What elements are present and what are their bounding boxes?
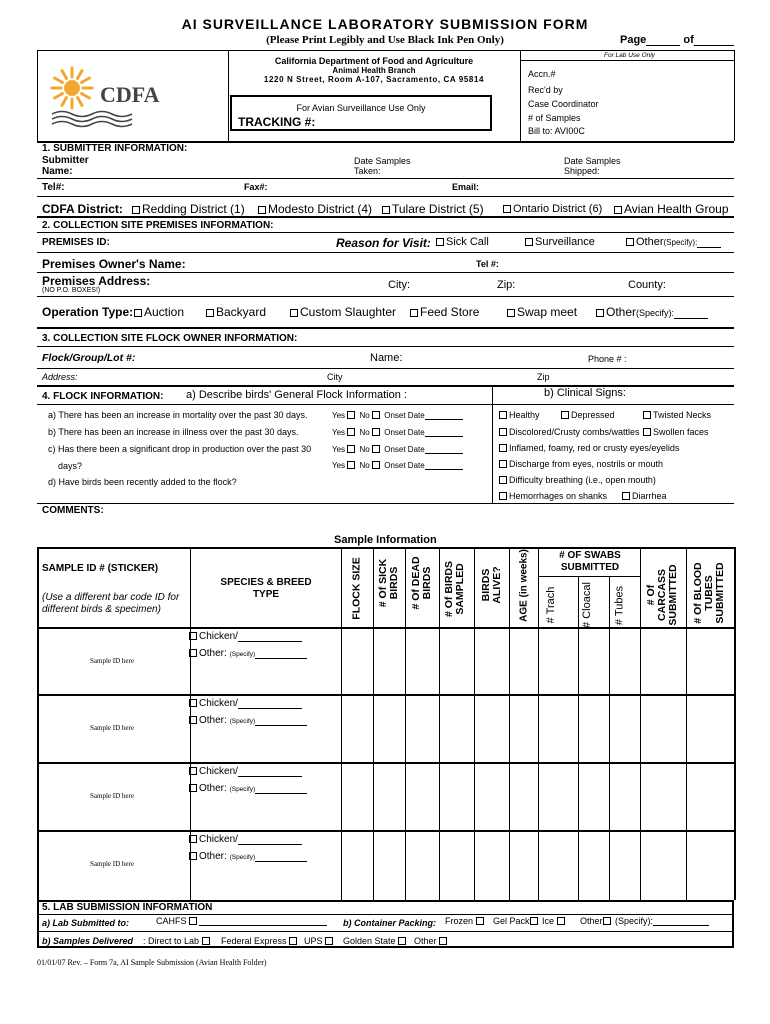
accn-field: Accn.# — [528, 69, 556, 79]
sample-id-note: (Use a different bar code ID for different birds & specimen) — [42, 592, 180, 615]
question-illness: b) There has been an increase in illness over the past 30 days. — [48, 427, 299, 437]
district-redding[interactable]: Redding District (1) — [132, 202, 245, 216]
lab-cahfs[interactable]: CAHFS — [156, 916, 327, 926]
question-mortality: a) There has been an increase in mortality over the past 30 days. — [48, 410, 308, 420]
pack-ice[interactable]: Ice — [542, 916, 567, 926]
submitter-section-title: 1. SUBMITTER INFORMATION: — [42, 143, 188, 154]
form-subtitle: (Please Print Legibly and Use Black Ink Pen Only) — [266, 34, 504, 46]
reason-other[interactable]: Other(Specify): — [626, 236, 721, 248]
agency-address: 1220 N Street, Room A-107, Sacramento, CA 95814 — [263, 75, 485, 84]
sign-discolored[interactable]: Discolored/Crusty combs/wattles — [499, 427, 640, 437]
agency-branch: Animal Health Branch — [332, 66, 416, 75]
delivered-golden-state[interactable]: Golden State — [343, 936, 408, 946]
sample-id-header: SAMPLE ID # (STICKER) — [42, 563, 159, 574]
sign-hemorrhages[interactable]: Hemorrhages on shanks — [499, 491, 607, 501]
premises-id-label: PREMISES ID: — [42, 237, 110, 248]
chicken-option[interactable]: Chicken/ — [189, 766, 302, 777]
sample-row[interactable] — [0, 627, 770, 694]
question-birds-added: d) Have birds been recently added to the flock? — [48, 477, 237, 487]
q4-yes-no[interactable]: Yes No Onset Date — [332, 461, 463, 470]
delivered-fedex[interactable]: Federal Express — [221, 936, 299, 946]
premises-section-title: 2. COLLECTION SITE PREMISES INFORMATION: — [42, 220, 274, 231]
op-feed-store[interactable]: Feed Store — [410, 305, 479, 319]
pack-frozen[interactable]: Frozen — [445, 916, 486, 926]
chicken-option[interactable]: Chicken/ — [189, 631, 302, 642]
form-title: AI SURVEILLANCE LABORATORY SUBMISSION FORM — [181, 16, 589, 32]
sample-row[interactable] — [0, 694, 770, 762]
comments-label: COMMENTS: — [42, 505, 104, 516]
chicken-option[interactable]: Chicken/ — [189, 834, 302, 845]
flock-owner-city-label: City — [327, 372, 343, 382]
container-packing-label: b) Container Packing: — [343, 918, 437, 928]
trach-header: # Trach — [545, 586, 557, 624]
lab-submitted-label: a) Lab Submitted to: — [42, 918, 129, 928]
clinical-signs-label: b) Clinical Signs: — [544, 387, 626, 399]
logo-text: CDFA — [100, 82, 160, 107]
district-modesto[interactable]: Modesto District (4) — [258, 202, 372, 216]
district-avian-health[interactable]: Avian Health Group — [614, 202, 729, 216]
sign-depressed[interactable]: Depressed — [561, 410, 615, 420]
other-species-option[interactable]: Other: (Specify) — [189, 715, 307, 726]
flock-describe-label: a) Describe birds' General Flock Information : — [186, 389, 407, 401]
flock-owner-address-label: Address: — [42, 372, 78, 382]
city-label: City: — [388, 279, 410, 291]
sample-row[interactable] — [0, 830, 770, 900]
county-label: County: — [628, 279, 666, 291]
birds-sampled-header: # Of BIRDS SAMPLED — [443, 561, 466, 618]
sign-twisted-necks[interactable]: Twisted Necks — [643, 410, 711, 420]
operation-type-label: Operation Type: — [42, 305, 134, 319]
op-backyard[interactable]: Backyard — [206, 305, 266, 319]
op-swap-meet[interactable]: Swap meet — [507, 305, 577, 319]
district-ontario[interactable]: Ontario District (6) — [503, 203, 602, 215]
dead-birds-header: # Of DEAD BIRDS — [410, 556, 433, 610]
birds-alive-header: BIRDS ALIVE? — [480, 566, 503, 604]
coordinator-field: Case Coordinator — [528, 99, 599, 109]
sign-breathing[interactable]: Difficulty breathing (i.e., open mouth) — [499, 475, 656, 485]
chicken-option[interactable]: Chicken/ — [189, 698, 302, 709]
q1-yes-no[interactable]: Yes No Onset Date — [332, 411, 463, 420]
date-shipped-label: Shipped: — [564, 166, 600, 176]
sample-row[interactable] — [0, 762, 770, 830]
carcass-header: # Of CARCASS SUBMITTED — [645, 564, 679, 626]
swabs-header: # OF SWABS SUBMITTED — [559, 550, 621, 573]
tubes-header: # Tubes — [613, 585, 626, 626]
email-label: Email: — [452, 182, 480, 192]
zip-label: Zip: — [497, 279, 516, 291]
pack-other[interactable]: Other (Specify): — [580, 916, 709, 926]
question-production: c) Has there been a significant drop in production over the past 30 — [48, 444, 312, 454]
flock-size-header: FLOCK SIZE — [350, 557, 363, 620]
sample-id-placeholder: Sample ID here — [90, 792, 134, 800]
q2-yes-no[interactable]: Yes No Onset Date — [332, 428, 463, 437]
delivered-other[interactable]: Other — [414, 936, 449, 946]
owner-name-label: Premises Owner's Name: — [42, 257, 186, 271]
flock-owner-zip-label: Zip — [537, 372, 550, 382]
recd-field: Rec'd by — [528, 85, 563, 95]
samples-delivered-label: b) Samples Delivered — [42, 936, 134, 946]
sign-healthy[interactable]: Healthy — [499, 410, 540, 420]
submitter-name-label: Name: — [42, 166, 73, 177]
species-header: SPECIES & BREED TYPE — [220, 577, 312, 600]
sign-discharge[interactable]: Discharge from eyes, nostrils or mouth — [499, 459, 663, 469]
other-species-option[interactable]: Other: (Specify) — [189, 851, 307, 862]
op-auction[interactable]: Auction — [134, 305, 184, 319]
sample-info-title: Sample Information — [334, 534, 437, 546]
cdfa-logo — [46, 62, 216, 134]
lab-submission-title: 5. LAB SUBMISSION INFORMATION — [42, 902, 213, 913]
sign-inflamed-eyes[interactable]: Inflamed, foamy, red or crusty eyes/eyelids — [499, 443, 679, 453]
lab-use-only: For Lab Use Only — [604, 52, 655, 59]
num-samples-field: # of Samples — [528, 113, 581, 123]
district-label: CDFA District: — [42, 202, 123, 216]
tracking-label: TRACKING #: — [238, 115, 316, 129]
reason-label: Reason for Visit: — [336, 236, 431, 250]
tel-label: Tel#: — [42, 182, 65, 193]
cloacal-header: # Cloacal — [581, 582, 593, 628]
q3-yes-no[interactable]: Yes No Onset Date — [332, 445, 463, 454]
agency-name: California Department of Food and Agriculture — [274, 56, 474, 66]
premises-address-label: Premises Address: — [42, 274, 151, 288]
sample-id-placeholder: Sample ID here — [90, 860, 134, 868]
bill-to-field: Bill to: AVI00C — [528, 126, 585, 136]
reason-sick-call[interactable]: Sick Call — [436, 236, 489, 248]
sign-diarrhea[interactable]: Diarrhea — [622, 491, 667, 501]
flock-group-lot-label: Flock/Group/Lot #: — [42, 352, 136, 364]
district-tulare[interactable]: Tulare District (5) — [382, 202, 484, 216]
date-taken-label: Taken: — [354, 166, 381, 176]
flock-info-section-title: 4. FLOCK INFORMATION: — [42, 391, 164, 402]
pack-gel[interactable]: Gel Pack — [493, 916, 540, 926]
sick-birds-header: # Of SICK BIRDS — [377, 558, 400, 608]
fax-label: Fax#: — [244, 182, 268, 192]
other-species-option[interactable]: Other: (Specify) — [189, 783, 307, 794]
sign-swollen-faces[interactable]: Swollen faces — [643, 427, 709, 437]
blood-tubes-header: # Of BLOOD TUBES SUBMITTED — [692, 562, 726, 624]
age-header: AGE (in weeks) — [518, 549, 530, 622]
sample-id-placeholder: Sample ID here — [90, 657, 134, 665]
flock-owner-section-title: 3. COLLECTION SITE FLOCK OWNER INFORMATION: — [42, 333, 298, 344]
owner-tel-label: Tel #: — [476, 259, 499, 269]
other-species-option[interactable]: Other: (Specify) — [189, 648, 307, 659]
flock-owner-name-label: Name: — [370, 352, 403, 364]
delivered-direct[interactable]: : Direct to Lab — [143, 936, 212, 946]
flock-owner-phone-label: Phone # : — [588, 354, 627, 364]
tracking-box[interactable]: For Avian Surveillance Use Only TRACKING #: — [230, 95, 492, 131]
sample-id-placeholder: Sample ID here — [90, 724, 134, 732]
op-custom-slaughter[interactable]: Custom Slaughter — [290, 305, 396, 319]
footer-revision: 01/01/07 Rev. – Form 7a, AI Sample Submission (Avian Health Folder) — [37, 958, 267, 967]
reason-surveillance[interactable]: Surveillance — [525, 236, 595, 248]
page-number[interactable]: Page of — [620, 34, 734, 46]
op-other[interactable]: Other(Specify): — [596, 305, 708, 319]
delivered-ups[interactable]: UPS — [304, 936, 335, 946]
